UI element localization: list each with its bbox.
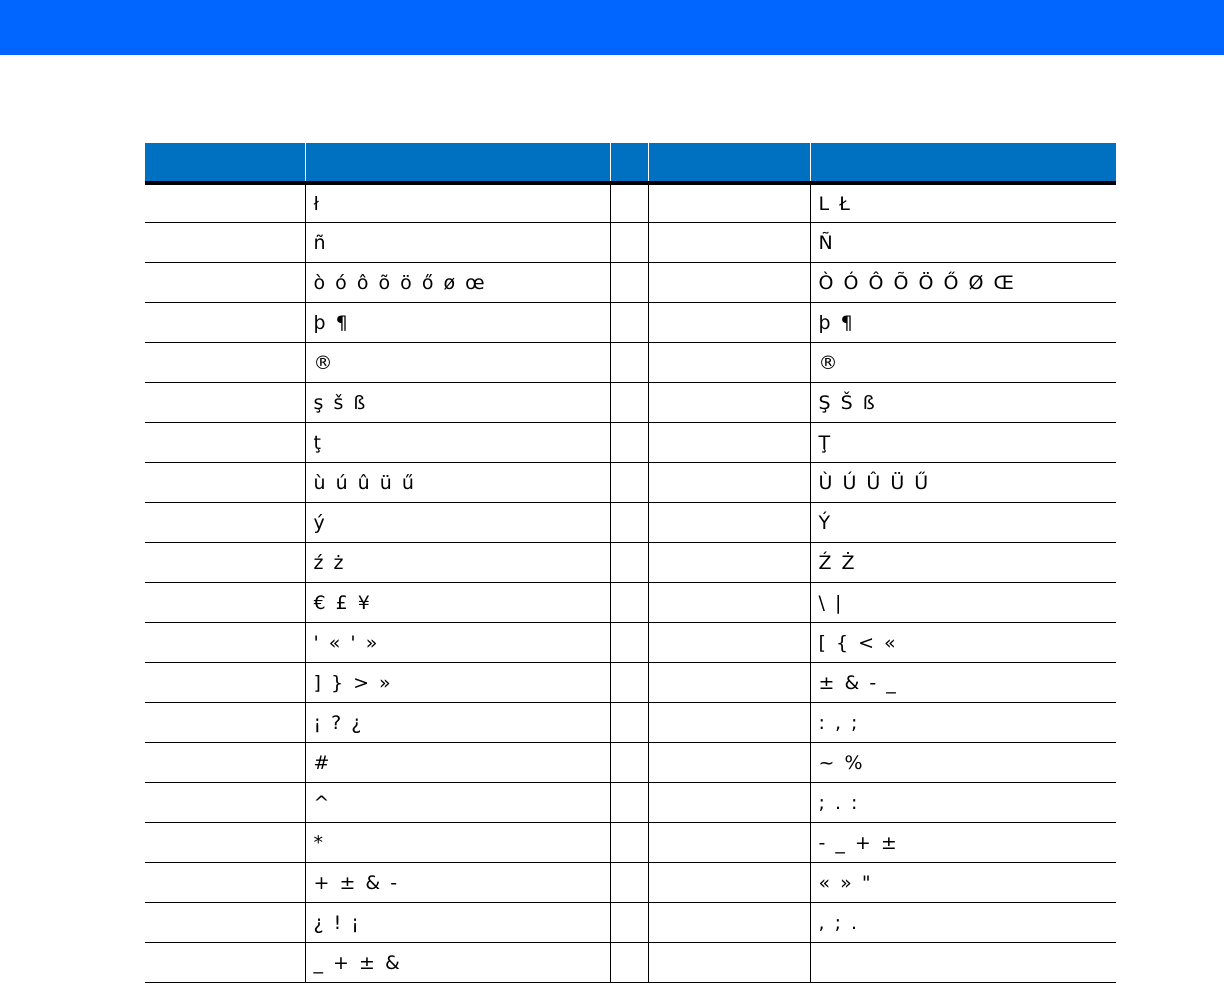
lowercase-chars-cell: þ ¶ <box>305 303 610 343</box>
key-cell-right <box>648 743 810 783</box>
uppercase-chars-cell: ± & - _ <box>810 663 1116 703</box>
table-row <box>145 623 1116 663</box>
key-cell-right <box>648 303 810 343</box>
table-row <box>145 343 1116 383</box>
uppercase-chars-cell: « » " <box>810 863 1116 903</box>
spacer-cell <box>610 863 648 903</box>
lowercase-chars-cell: ţ <box>305 423 610 463</box>
key-cell-left <box>145 503 305 543</box>
table-row <box>145 303 1116 343</box>
table-row <box>145 903 1116 943</box>
lowercase-chars-cell: _ + ± & <box>305 943 610 983</box>
key-cell-right <box>648 423 810 463</box>
key-cell-left <box>145 423 305 463</box>
key-cell-right <box>648 863 810 903</box>
lowercase-chars-cell: ' « ' » <box>305 623 610 663</box>
table-row <box>145 503 1116 543</box>
header-cell-1 <box>145 143 305 183</box>
lowercase-chars-cell: ý <box>305 503 610 543</box>
spacer-cell <box>610 783 648 823</box>
uppercase-chars-cell <box>810 943 1116 983</box>
uppercase-chars-cell: ; . : <box>810 783 1116 823</box>
lowercase-chars-cell: * <box>305 823 610 863</box>
key-cell-left <box>145 183 305 223</box>
lowercase-chars-cell: € £ ¥ <box>305 583 610 623</box>
lowercase-chars-cell: ş š ß <box>305 383 610 423</box>
uppercase-chars-cell: : , ; <box>810 703 1116 743</box>
lowercase-chars-cell: ] } > » <box>305 663 610 703</box>
spacer-cell <box>610 903 648 943</box>
key-cell-left <box>145 623 305 663</box>
key-cell-left <box>145 783 305 823</box>
spacer-cell <box>610 463 648 503</box>
table-row <box>145 703 1116 743</box>
key-cell-left <box>145 303 305 343</box>
lowercase-chars-cell: + ± & - <box>305 863 610 903</box>
lowercase-chars-cell: ® <box>305 343 610 383</box>
lowercase-chars-cell: ł <box>305 183 610 223</box>
key-cell-left <box>145 543 305 583</box>
key-cell-left <box>145 383 305 423</box>
key-cell-right <box>648 783 810 823</box>
table-row <box>145 463 1116 503</box>
key-cell-left <box>145 583 305 623</box>
key-cell-left <box>145 343 305 383</box>
key-cell-left <box>145 223 305 263</box>
key-cell-right <box>648 463 810 503</box>
spacer-cell <box>610 583 648 623</box>
lowercase-chars-cell: ¡ ? ¿ <box>305 703 610 743</box>
key-cell-left <box>145 903 305 943</box>
spacer-cell <box>610 383 648 423</box>
spacer-cell <box>610 543 648 583</box>
top-banner <box>0 0 1224 55</box>
key-cell-left <box>145 463 305 503</box>
spacer-cell <box>610 663 648 703</box>
uppercase-chars-cell: Ù Ú Û Ü Ű <box>810 463 1116 503</box>
lowercase-chars-cell: # <box>305 743 610 783</box>
table-row <box>145 743 1116 783</box>
key-cell-right <box>648 343 810 383</box>
uppercase-chars-cell: Ý <box>810 503 1116 543</box>
uppercase-chars-cell: [ { < « <box>810 623 1116 663</box>
key-cell-right <box>648 223 810 263</box>
table-row <box>145 583 1116 623</box>
table-row <box>145 823 1116 863</box>
spacer-cell <box>610 623 648 663</box>
spacer-cell <box>610 823 648 863</box>
key-cell-right <box>648 823 810 863</box>
spacer-cell <box>610 223 648 263</box>
key-cell-left <box>145 943 305 983</box>
key-cell-right <box>648 943 810 983</box>
table-row <box>145 943 1116 983</box>
lowercase-chars-cell: ñ <box>305 223 610 263</box>
uppercase-chars-cell: Ş Š ß <box>810 383 1116 423</box>
key-cell-right <box>648 503 810 543</box>
spacer-cell <box>610 423 648 463</box>
uppercase-chars-cell: Ñ <box>810 223 1116 263</box>
key-cell-left <box>145 263 305 303</box>
spacer-cell <box>610 703 648 743</box>
header-cell-3 <box>610 143 648 183</box>
uppercase-chars-cell: Ź Ż <box>810 543 1116 583</box>
table-row <box>145 663 1116 703</box>
key-cell-right <box>648 663 810 703</box>
uppercase-chars-cell: ~ % <box>810 743 1116 783</box>
header-cell-5 <box>810 143 1116 183</box>
table-header <box>145 143 1116 183</box>
table-row <box>145 423 1116 463</box>
key-cell-left <box>145 663 305 703</box>
key-cell-right <box>648 703 810 743</box>
table-row <box>145 383 1116 423</box>
table-row <box>145 863 1116 903</box>
lowercase-chars-cell: ź ż <box>305 543 610 583</box>
key-cell-right <box>648 383 810 423</box>
uppercase-chars-cell: - _ + ± <box>810 823 1116 863</box>
uppercase-chars-cell: Ò Ó Ô Õ Ö Ő Ø Œ <box>810 263 1116 303</box>
character-table <box>145 143 1116 983</box>
uppercase-chars-cell: , ; . <box>810 903 1116 943</box>
spacer-cell <box>610 343 648 383</box>
spacer-cell <box>610 743 648 783</box>
uppercase-chars-cell: L Ł <box>810 183 1116 223</box>
spacer-cell <box>610 303 648 343</box>
key-cell-right <box>648 583 810 623</box>
uppercase-chars-cell: þ ¶ <box>810 303 1116 343</box>
table-body <box>145 183 1116 983</box>
key-cell-right <box>648 183 810 223</box>
lowercase-chars-cell: ¿ ! ¡ <box>305 903 610 943</box>
key-cell-right <box>648 623 810 663</box>
uppercase-chars-cell: \ | <box>810 583 1116 623</box>
table-row <box>145 263 1116 303</box>
key-cell-right <box>648 543 810 583</box>
table-row <box>145 783 1116 823</box>
spacer-cell <box>610 503 648 543</box>
header-cell-4 <box>648 143 810 183</box>
key-cell-left <box>145 863 305 903</box>
key-cell-left <box>145 703 305 743</box>
lowercase-chars-cell: ò ó ô õ ö ő ø œ <box>305 263 610 303</box>
table-row <box>145 543 1116 583</box>
uppercase-chars-cell: ® <box>810 343 1116 383</box>
header-cell-2 <box>305 143 610 183</box>
spacer-cell <box>610 263 648 303</box>
table-row <box>145 183 1116 223</box>
lowercase-chars-cell: ù ú û ü ű <box>305 463 610 503</box>
key-cell-right <box>648 903 810 943</box>
lowercase-chars-cell: ^ <box>305 783 610 823</box>
table-row <box>145 223 1116 263</box>
key-cell-left <box>145 823 305 863</box>
key-cell-left <box>145 743 305 783</box>
spacer-cell <box>610 943 648 983</box>
key-cell-right <box>648 263 810 303</box>
spacer-cell <box>610 183 648 223</box>
uppercase-chars-cell: Ţ <box>810 423 1116 463</box>
